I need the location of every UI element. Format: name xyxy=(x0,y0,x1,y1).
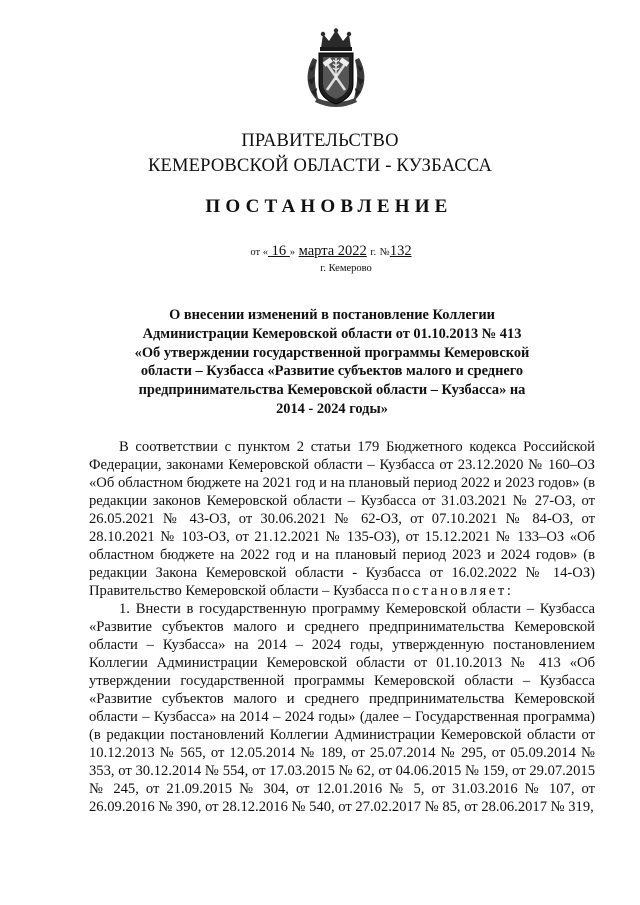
number-label: № xyxy=(379,247,390,258)
kuzbass-coat-of-arms-icon xyxy=(299,28,373,110)
document-type-title: ПОСТАНОВЛЕНИЕ xyxy=(205,196,453,217)
document-body xyxy=(89,438,595,816)
document-number: 132 xyxy=(389,243,412,259)
government-name-line1: ПРАВИТЕЛЬСТВО xyxy=(241,131,399,151)
body-paragraph-2: 1. Внести в государственную программу Кемеровской области – Кузбасса «Развитие субъектов малого и среднего предпринимательства Кемеровской области – Кузбасса» на 2014 – 2024 годы, утвержденную постановлением Коллегии Администрации Кемеровской области от 01.10.2013 № 413 «Об утверждении государственной программы Кемеровской области – Кузбасса «Развитие субъектов малого и среднего предпринимательства Кемеровской области – Кузбасса» на 2014 – 2024 годы» (далее – Государственная программа) (в редакции постановлений Коллегии Администрации Кемеровской области от 10.12.2013 № 565, от 12.05.2014 № 189, от 25.07.2014 № 295, от 05.09.2014 № 353, от 30.12.2014 № 554, от 17.03.2015 № 62, от 04.06.2015 № 159, от 29.07.2015 № 245, от 21.09.2015 № 304, от 12.01.2016 № 5, от 31.03.2016 № 107, от 26.09.2016 № 390, от 28.12.2016 № 540, от 27.02.2017 № 85, от 28.06.2017 № 319, xyxy=(89,601,595,816)
decree-word: постановляет: xyxy=(392,583,514,600)
date-year-suffix: г. xyxy=(370,247,377,258)
date-and-number-line xyxy=(0,243,640,260)
city-label: г. Кемерово xyxy=(320,263,372,274)
date-day: 16 xyxy=(271,243,287,259)
date-quote-close: » xyxy=(289,247,295,258)
date-month-year: марта 2022 xyxy=(298,243,367,259)
body-paragraph-1: В соответствии с пунктом 2 статьи 179 Бюджетного кодекса Российской Федерации, законами Кемеровской области – Кузбасса от 23.12.2020 № 160–ОЗ «Об областном бюджете на 2021 год и на плановый период 2022 и 2023 годов» (в редакции законов Кемеровской области – Кузбасса от 31.03.2021 № 27-ОЗ, от 26.05.2021 № 43-ОЗ, от 30.06.2021 № 62-ОЗ, от 07.10.2021 № 84-ОЗ, от 28.10.2021 № 103-ОЗ, от 21.12.2021 № 135-ОЗ), от 15.12.2021 № 133–ОЗ «Об областном бюджете на 2022 год и на плановый период 2023 и 2024 годов» (в редакции Закона Кемеровской области - Кузбасса от 16.02.2022 № 14-ОЗ) Правительство Кемеровской области – Кузбасса постановляет: xyxy=(89,439,595,600)
date-from-label: от « xyxy=(250,247,268,258)
government-name-line2: КЕМЕРОВСКОЙ ОБЛАСТИ - КУЗБАССА xyxy=(147,156,493,176)
document-subject: О внесении изменений в постановление Коллегии Администрации Кемеровской области от 01.10.2013 № 413 «Об утверждении государственной программы Кемеровской области – Кузбасса «Развитие субъектов малого и среднего предпринимательства Кемеровской области – Кузбасса» на 2014 - 2024 годы» xyxy=(134,307,530,417)
